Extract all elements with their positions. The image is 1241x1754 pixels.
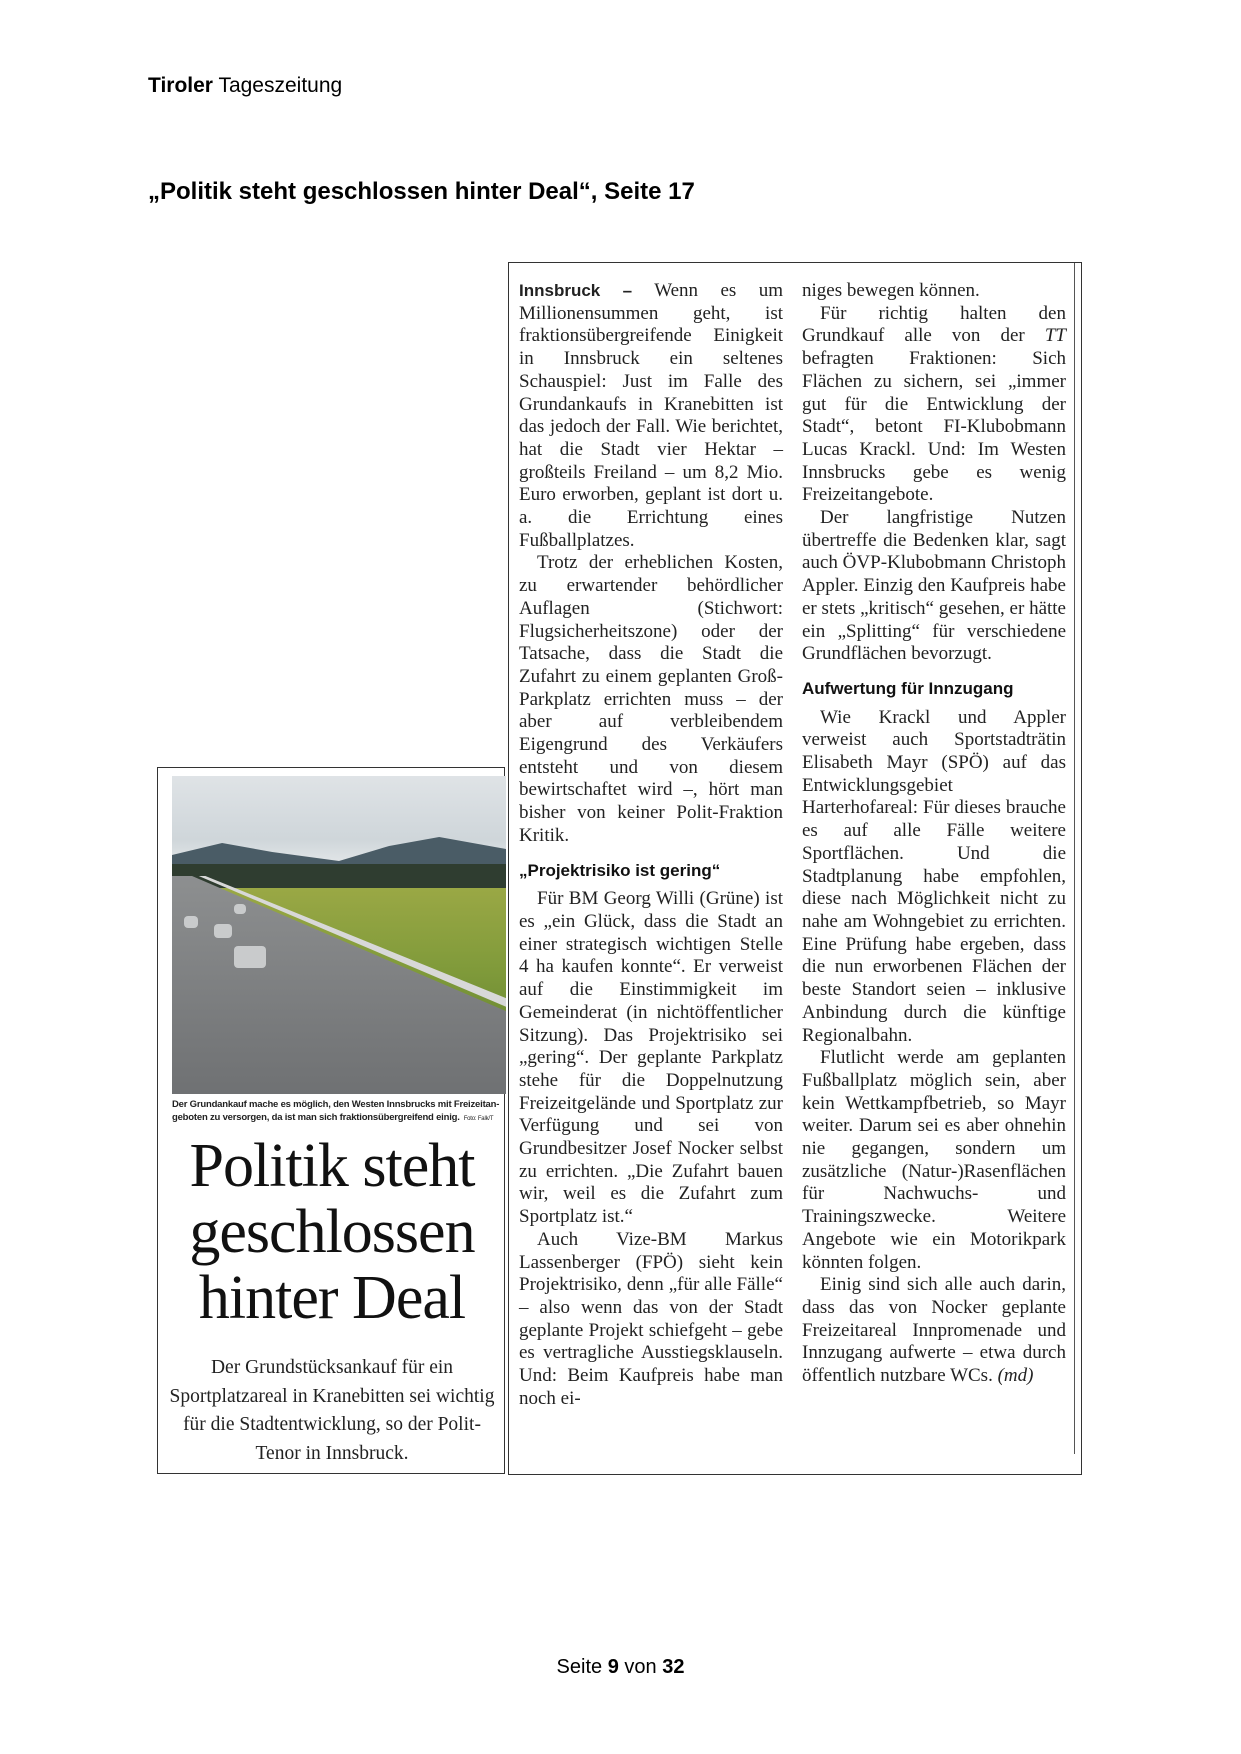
current-page: 9 — [607, 1656, 619, 1678]
caption-line: geboten zu versorgen, da ist man sich fraktionsübergreifend einig. — [172, 1112, 460, 1123]
paragraph — [802, 1274, 1066, 1388]
paragraph-text: befragten Fraktionen: Sich Flächen zu sichern, sei „immer gut für die Entwicklung der Stadt“, betont FI-Klubobmann Lucas Krackl. Und: Im Westen Innsbrucks gebe es wenig Freizeitangebote. — [802, 348, 1066, 506]
publication-name-bold: Tiroler — [148, 74, 213, 97]
author-initials: (md) — [997, 1365, 1034, 1387]
article-column-2 — [802, 280, 1066, 1388]
photo-car — [184, 916, 198, 928]
headline-line: Politik steht — [189, 1132, 475, 1200]
page-of-label: von — [624, 1656, 657, 1678]
publication-name — [148, 74, 342, 98]
total-pages: 32 — [662, 1656, 685, 1678]
photo-credit: Foto: Falk/T — [463, 1116, 494, 1122]
paragraph — [802, 303, 1066, 507]
article-body-box — [508, 262, 1082, 1475]
headline-line: geschlossen — [189, 1198, 475, 1266]
paragraph: Wie Krackl und Appler verweist auch Sportstadträtin Elisabeth Mayr (SPÖ) auf das Entwicklungsgebiet Harterhofareal: Für dieses brauche es auf alle Fälle weitere Sportflächen. Und die Stadtplanung habe empfohlen, diese nach Möglichkeit nicht zu nahe am Wohngebiet zu errichten. Eine Prüfung habe ergeben, dass die nun erworbenen Flächen der beste Standort seien – inklusive Anbindung durch die künftige Regionalbahn. — [802, 706, 1066, 1046]
subheading: „Projektrisiko ist gering“ — [519, 860, 721, 880]
paragraph: Für BM Georg Willi (Grüne) ist es „ein Glück, dass die Stadt an einer strategisch wichtigen Stelle 4 ha kaufen konnte“. Er verweist auf die Einstimmigkeit im Gemeinderat (in nichtöffentlicher Sitzung). Das Projektrisiko sei „gering“. Der geplante Parkplatz stehe für die Doppelnutzung Freizeitgelände und Sportplatz zur Verfügung und sei von Grundbesitzer Josef Nocker selbst zu errichten. „Die Zufahrt bauen wir, weil es die Zufahrt zum Sportplatz ist.“ — [519, 888, 783, 1228]
paragraph — [519, 280, 783, 552]
paragraph-text: Für richtig halten den Grundkauf alle von der — [802, 302, 1066, 347]
paragraph: Der langfristige Nutzen übertreffe die Bedenken klar, sagt auch ÖVP-Klubobmann Christoph Appler. Einzig den Kaufpreis habe er stets „kritisch“ gesehen, er hätte ein „Splitting“ für verschiedene Grundflächen bevorzugt. — [802, 507, 1066, 665]
paragraph: Auch Vize-BM Markus Lassenberger (FPÖ) sieht kein Projektrisiko, denn „für alle Fälle“ – also wenn das von der Stadt geplante Projekt schiefgeht – gebe es vertragliche Ausstiegsklauseln. Und: Beim Kaufpreis habe man noch ei- — [519, 1228, 783, 1409]
article-photo — [172, 776, 506, 1094]
paragraph: niges bewegen können. — [802, 280, 980, 301]
tt-abbreviation: TT — [1044, 325, 1066, 347]
dateline: Innsbruck – — [519, 281, 633, 300]
subheading: Aufwertung für Innzugang — [802, 678, 1014, 698]
caption-line: Der Grundankauf mache es möglich, den Westen Innsbrucks mit Freizeitan- — [172, 1099, 500, 1110]
publication-name-rest: Tageszeitung — [218, 74, 343, 97]
page-number — [0, 1656, 1241, 1679]
article-teaser-box — [157, 767, 505, 1474]
paragraph: Flutlicht werde am geplanten Fußballplatz möglich sein, aber kein Wettkampfbetrieb, so Mayr weiter. Darum sei es aber ohnehin nie gegangen, sondern um zusätzliche (Natur-)Rasenflächen für Nachwuchs- und Trainingszwecke. Weitere Angebote wie ein Motorikpark könnten folgen. — [802, 1047, 1066, 1273]
paragraph: Trotz der erheblichen Kosten, zu erwartender behördlicher Auflagen (Stichwort: Flugsicherheitszone) oder der Tatsache, dass die Stadt die Zufahrt zu einem geplanten Groß-Parkplatz errichten muss – der aber auf verbleibendem Eigengrund des Verkäufers entsteht und von diesem bewirtschaftet wird –, hört man bisher von keiner Polit-Fraktion Kritik. — [519, 552, 783, 846]
article-subtitle: Der Grundstücksankauf für ein Sportplatzareal in Kranebitten sei wichtig für die Stadtentwicklung, so der Polit-Tenor in Innsbruck. — [169, 1357, 495, 1464]
photo-car — [234, 904, 246, 914]
photo-car — [234, 946, 266, 968]
article-column-1 — [519, 280, 783, 1410]
paragraph-text: Einig sind sich alle auch darin, dass das von Nocker geplante Freizeitareal Innpromenade und Innzugang aufwerte – etwa durch öffentlich nutzbare WCs. — [802, 1274, 1066, 1387]
paragraph-text: Wenn es um Millionensummen geht, ist fraktionsübergreifende Einigkeit in Innsbruck ein seltenes Schauspiel: Just im Falle des Grundankaufs in Kranebitten ist das jedoch der Fall. Wie berichtet, hat die Stadt vier Hektar – großteils Freiland – um 8,2 Mio. Euro erworben, geplant ist dort u. a. die Errichtung eines Fußballplatzes. — [519, 280, 783, 551]
article-headline — [158, 1133, 506, 1331]
photo-caption — [172, 1098, 506, 1126]
headline-line: hinter Deal — [198, 1264, 466, 1332]
page-label: Seite — [556, 1656, 603, 1678]
page-title: „Politik steht geschlossen hinter Deal“, Seite 17 — [148, 178, 695, 205]
photo-car — [214, 924, 232, 938]
